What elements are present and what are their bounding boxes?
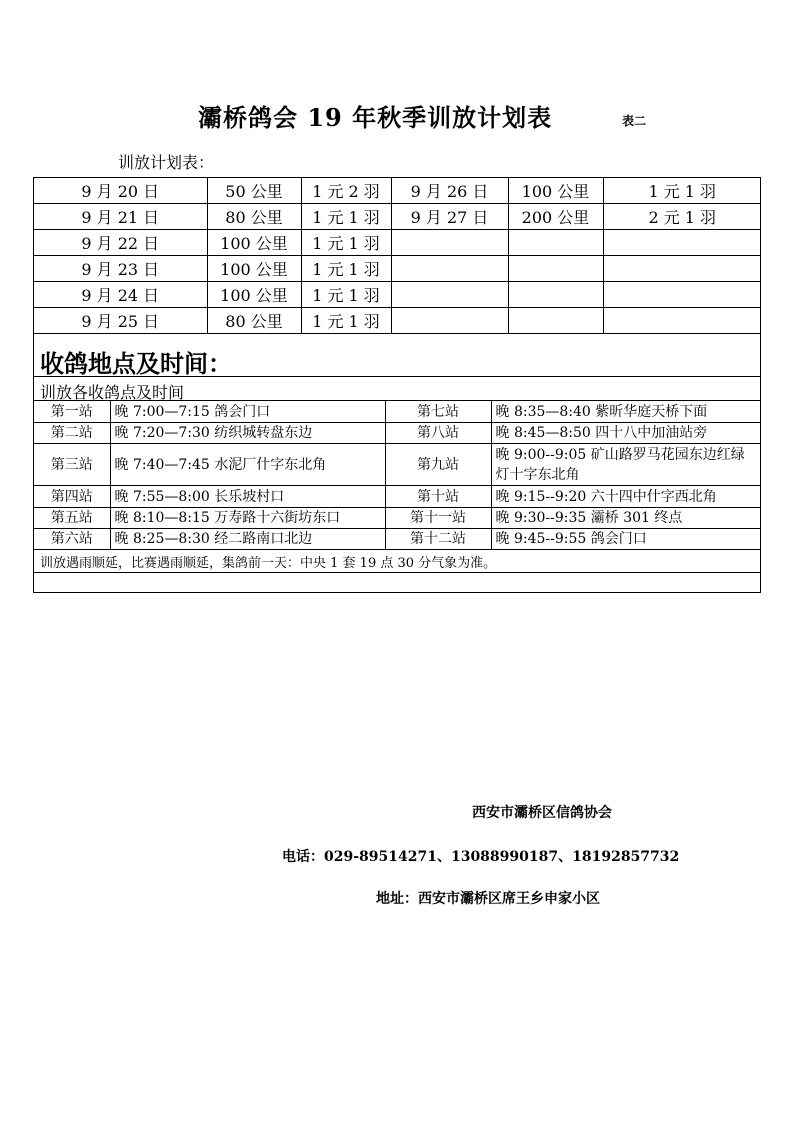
header — [0, 98, 793, 138]
station-detail: 晚 8:35—8:40 紫昕华庭天桥下面 — [491, 401, 761, 423]
plan-fee — [603, 282, 761, 308]
table-row — [34, 308, 761, 334]
station-name: 第六站 — [34, 529, 110, 550]
station-detail: 晚 7:20—7:30 纺织城转盘东边 — [110, 423, 385, 444]
station-detail: 晚 9:15--9:20 六十四中什字西北角 — [491, 486, 761, 508]
station-detail: 晚 8:25—8:30 经二路南口北边 — [110, 529, 385, 550]
station-detail: 晚 9:30--9:35 灞桥 301 终点 — [491, 508, 761, 529]
table-row — [34, 401, 761, 423]
plan-distance — [508, 282, 603, 308]
station-detail: 晚 7:55—8:00 长乐坡村口 — [110, 486, 385, 508]
station-detail: 晚 7:40—7:45 水泥厂什字东北角 — [110, 444, 385, 486]
station-name: 第十一站 — [385, 508, 491, 529]
plan-distance: 50 公里 — [207, 178, 301, 204]
table-row — [34, 178, 761, 204]
table-row — [34, 230, 761, 256]
plan-distance: 100 公里 — [207, 282, 301, 308]
station-name: 第三站 — [34, 444, 110, 486]
station-detail: 晚 8:10—8:15 万寿路十六街坊东口 — [110, 508, 385, 529]
plan-date: 9 月 25 日 — [34, 308, 207, 334]
station-name: 第四站 — [34, 486, 110, 508]
plan-date — [391, 282, 508, 308]
plan-distance: 100 公里 — [508, 178, 603, 204]
plan-distance: 100 公里 — [207, 256, 301, 282]
stations-table — [34, 400, 761, 550]
plan-distance — [508, 256, 603, 282]
divider — [34, 572, 761, 573]
plan-fee: 1 元 2 羽 — [301, 178, 391, 204]
plan-distance: 80 公里 — [207, 308, 301, 334]
footer-phone: 电话：029-89514271、13088990187、18192857732 — [282, 849, 680, 865]
plan-fee — [603, 230, 761, 256]
rain-note: 训放遇雨顺延，比赛遇雨顺延，集鸽前一天：中央 1 套 19 点 30 分气象为准。 — [40, 556, 497, 571]
plan-date: 9 月 27 日 — [391, 204, 508, 230]
plan-date: 9 月 21 日 — [34, 204, 207, 230]
table-row — [34, 529, 761, 550]
table-tag: 表二 — [622, 114, 647, 128]
plan-fee: 2 元 1 羽 — [603, 204, 761, 230]
station-name: 第十二站 — [385, 529, 491, 550]
plan-fee — [603, 256, 761, 282]
collect-subheading: 训放各收鸽点及时间 — [40, 383, 185, 402]
table-row — [34, 256, 761, 282]
plan-distance — [508, 230, 603, 256]
plan-fee: 1 元 1 羽 — [301, 282, 391, 308]
station-detail: 晚 7:00—7:15 鸽会门口 — [110, 401, 385, 423]
plan-date — [391, 256, 508, 282]
training-plan-table — [34, 178, 761, 334]
table-row — [34, 486, 761, 508]
plan-fee — [603, 308, 761, 334]
plan-date: 9 月 23 日 — [34, 256, 207, 282]
station-name: 第七站 — [385, 401, 491, 423]
divider — [34, 376, 761, 377]
collect-heading: 收鸽地点及时间： — [40, 349, 232, 378]
table-row — [34, 444, 761, 486]
plan-distance — [508, 308, 603, 334]
station-detail: 晚 8:45—8:50 四十八中加油站旁 — [491, 423, 761, 444]
station-name: 第十站 — [385, 486, 491, 508]
station-name: 第九站 — [385, 444, 491, 486]
table-row — [34, 508, 761, 529]
schedule-block — [33, 177, 761, 593]
plan-distance: 80 公里 — [207, 204, 301, 230]
table-row — [34, 282, 761, 308]
plan-date — [391, 230, 508, 256]
plan-date: 9 月 26 日 — [391, 178, 508, 204]
plan-label: 训放计划表： — [118, 153, 215, 172]
plan-distance: 100 公里 — [207, 230, 301, 256]
plan-fee: 1 元 1 羽 — [301, 230, 391, 256]
plan-distance: 200 公里 — [508, 204, 603, 230]
footer-address: 地址：西安市灞桥区席王乡申家小区 — [376, 891, 600, 907]
table-row — [34, 423, 761, 444]
page-title: 灞桥鸽会 19 年秋季训放计划表 — [198, 103, 553, 132]
footer-organization: 西安市灞桥区信鸽协会 — [472, 805, 612, 821]
plan-fee: 1 元 1 羽 — [301, 256, 391, 282]
plan-fee: 1 元 1 羽 — [301, 308, 391, 334]
station-detail: 晚 9:00--9:05 矿山路罗马花园东边红绿灯十字东北角 — [491, 444, 761, 486]
plan-date: 9 月 20 日 — [34, 178, 207, 204]
station-detail: 晚 9:45--9:55 鸽会门口 — [491, 529, 761, 550]
plan-fee: 1 元 1 羽 — [301, 204, 391, 230]
plan-date: 9 月 22 日 — [34, 230, 207, 256]
plan-date — [391, 308, 508, 334]
station-name: 第五站 — [34, 508, 110, 529]
station-name: 第八站 — [385, 423, 491, 444]
station-name: 第一站 — [34, 401, 110, 423]
table-row — [34, 204, 761, 230]
plan-date: 9 月 24 日 — [34, 282, 207, 308]
station-name: 第二站 — [34, 423, 110, 444]
plan-fee: 1 元 1 羽 — [603, 178, 761, 204]
